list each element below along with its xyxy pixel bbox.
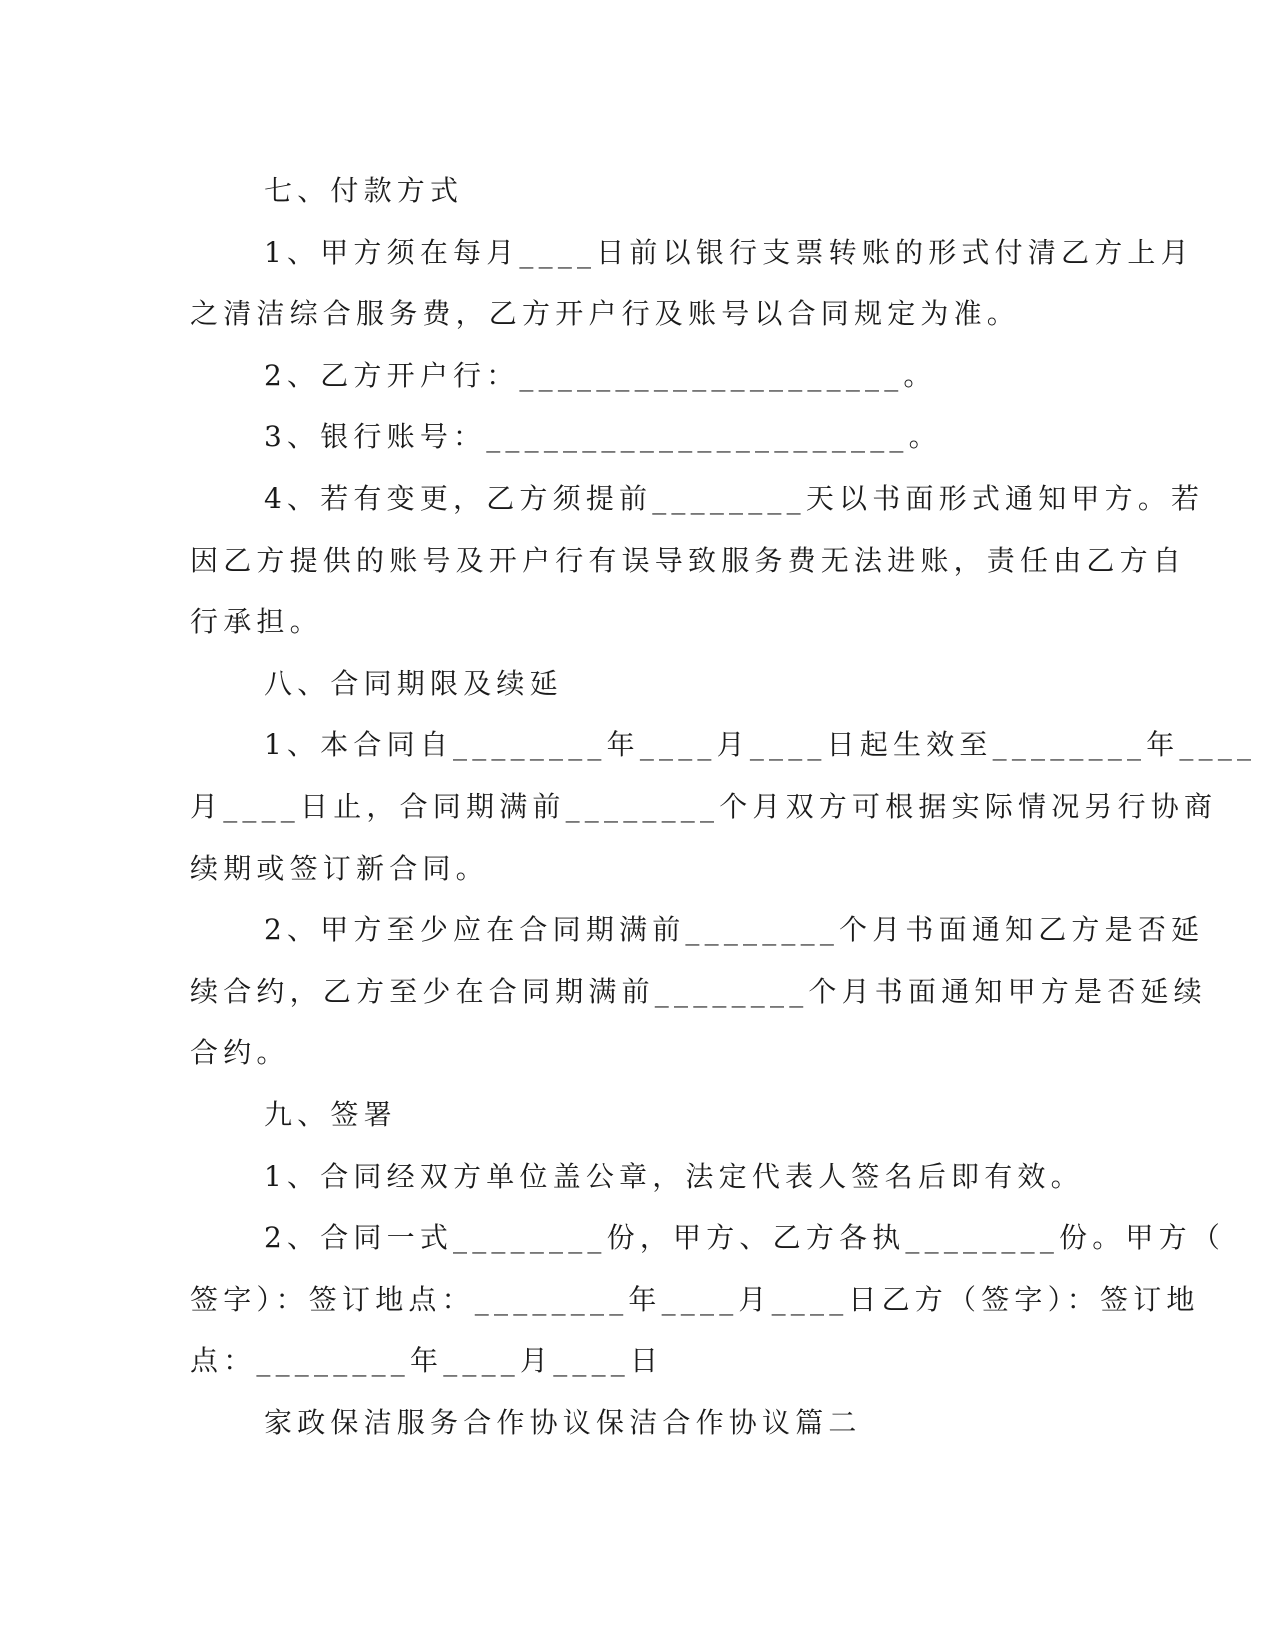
paragraph-line: 行承担。: [190, 605, 323, 639]
paragraph-line: 2、乙方开户行：____________________。: [264, 358, 937, 392]
section-heading-signing: 九、签署: [264, 1097, 397, 1131]
paragraph-line: 2、甲方至少应在合同期满前________个月书面通知乙方是否延: [264, 913, 1205, 947]
next-article-title: 家政保洁服务合作协议保洁合作协议篇二: [264, 1405, 862, 1439]
paragraph-line: 之清洁综合服务费，乙方开户行及账号以合同规定为准。: [190, 297, 1021, 331]
paragraph-line: 1、甲方须在每月____日前以银行支票转账的形式付清乙方上月: [264, 235, 1194, 269]
paragraph-line: 合约。: [190, 1036, 290, 1070]
paragraph-line: 因乙方提供的账号及开户行有误导致服务费无法进账，责任由乙方自: [190, 543, 1187, 577]
section-heading-payment: 七、付款方式: [264, 174, 464, 207]
paragraph-line: 续合约，乙方至少在合同期满前________个月书面通知甲方是否延续: [190, 974, 1207, 1008]
paragraph-line: 签字）：签订地点：________年____月____日乙方（签字）：签订地: [190, 1282, 1200, 1316]
section-heading-term: 八、合同期限及续延: [264, 666, 563, 700]
paragraph-line: 点：________年____月____日: [190, 1344, 664, 1378]
paragraph-line: 1、合同经双方单位盖公章，法定代表人签名后即有效。: [264, 1159, 1084, 1193]
paragraph-line: 3、银行账号：______________________。: [264, 420, 942, 454]
paragraph-line: 1、本合同自________年____月____日起生效至________年____: [264, 728, 1257, 762]
document-page: [190, 160, 1257, 1453]
paragraph-line: 续期或签订新合同。: [190, 851, 489, 885]
paragraph-line: 月____日止，合同期满前________个月双方可根据实际情况另行协商: [190, 789, 1218, 823]
paragraph-line: 4、若有变更，乙方须提前________天以书面形式通知甲方。若: [264, 481, 1205, 515]
paragraph-line: 2、合同一式________份，甲方、乙方各执________份。甲方（: [264, 1221, 1226, 1255]
